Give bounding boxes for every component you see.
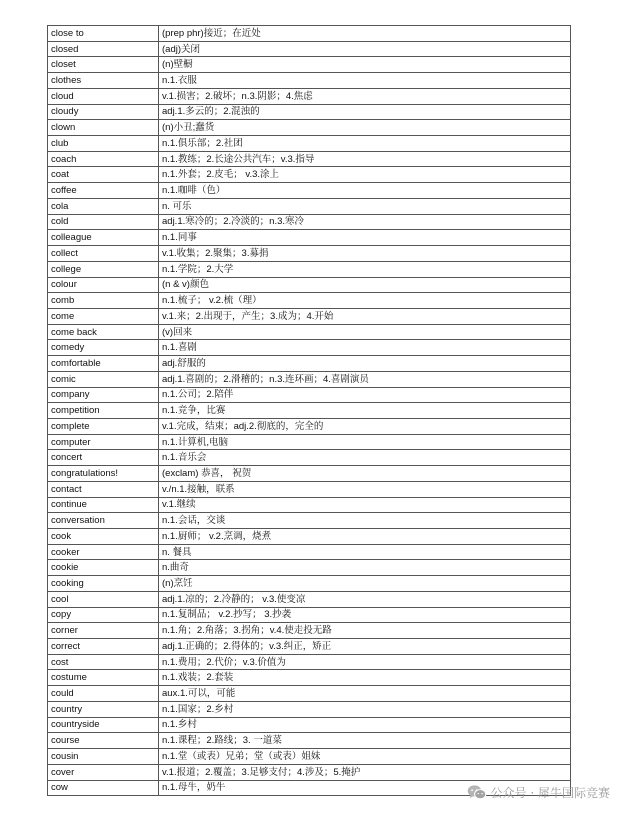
table-row — [48, 513, 571, 529]
meaning-cell: v.1.损害；2.破坏；n.3.阴影；4.焦虑 — [159, 88, 571, 104]
word-cell: countryside — [48, 717, 159, 733]
word-cell: cool — [48, 591, 159, 607]
meaning-cell: v.1.收集；2.聚集；3.募捐 — [159, 246, 571, 262]
table-row — [48, 654, 571, 670]
word-cell: coat — [48, 167, 159, 183]
meaning-cell: n.1.乡村 — [159, 717, 571, 733]
table-row — [48, 544, 571, 560]
table-row — [48, 749, 571, 765]
meaning-cell: n.1.喜剧 — [159, 340, 571, 356]
table-row — [48, 591, 571, 607]
word-cell: conversation — [48, 513, 159, 529]
meaning-cell: n.1.俱乐部；2.社团 — [159, 136, 571, 152]
meaning-cell: n.曲奇 — [159, 560, 571, 576]
table-row — [48, 371, 571, 387]
word-cell: copy — [48, 607, 159, 623]
meaning-cell: v.1.完成，结束；adj.2.彻底的，完全的 — [159, 418, 571, 434]
table-row — [48, 529, 571, 545]
word-cell: comic — [48, 371, 159, 387]
meaning-cell: n.1.会话，交谈 — [159, 513, 571, 529]
table-row — [48, 387, 571, 403]
table-row — [48, 167, 571, 183]
table-row — [48, 403, 571, 419]
table-row — [48, 450, 571, 466]
word-cell: closet — [48, 57, 159, 73]
table-row — [48, 607, 571, 623]
word-cell: cloud — [48, 88, 159, 104]
meaning-cell: n.1.戏装；2.套装 — [159, 670, 571, 686]
word-cell: contact — [48, 481, 159, 497]
meaning-cell: n.1.角；2.角落；3.拐角；v.4.使走投无路 — [159, 623, 571, 639]
meaning-cell: aux.1.可以，可能 — [159, 686, 571, 702]
meaning-cell: adj.1.凉的；2.冷静的； v.3.使变凉 — [159, 591, 571, 607]
meaning-cell: n.1.教练；2.长途公共汽车；v.3.指导 — [159, 151, 571, 167]
table-row — [48, 576, 571, 592]
table-row — [48, 497, 571, 513]
word-cell: comb — [48, 293, 159, 309]
meaning-cell: (n)壁橱 — [159, 57, 571, 73]
word-cell: clothes — [48, 73, 159, 89]
word-cell: cost — [48, 654, 159, 670]
word-cell: could — [48, 686, 159, 702]
word-cell: cooker — [48, 544, 159, 560]
meaning-cell: n.1.费用；2.代价；v.3.价值为 — [159, 654, 571, 670]
word-cell: continue — [48, 497, 159, 513]
table-row — [48, 717, 571, 733]
wechat-icon — [467, 784, 487, 801]
table-row — [48, 324, 571, 340]
word-cell: cook — [48, 529, 159, 545]
table-row — [48, 246, 571, 262]
meaning-cell: n.1.音乐会 — [159, 450, 571, 466]
word-cell: country — [48, 701, 159, 717]
word-cell: coach — [48, 151, 159, 167]
table-row — [48, 670, 571, 686]
word-cell: course — [48, 733, 159, 749]
word-cell: cow — [48, 780, 159, 796]
table-row — [48, 57, 571, 73]
table-row — [48, 356, 571, 372]
meaning-cell: adj.1.喜剧的；2.滑稽的；n.3.连环画；4.喜剧演员 — [159, 371, 571, 387]
meaning-cell: n.1.外套；2.皮毛； v.3.涂上 — [159, 167, 571, 183]
table-row — [48, 434, 571, 450]
word-cell: colour — [48, 277, 159, 293]
meaning-cell: n.1.竞争，比赛 — [159, 403, 571, 419]
watermark — [467, 784, 610, 801]
meaning-cell: (prep phr)接近；在近处 — [159, 26, 571, 42]
meaning-cell: n.1.咖啡（色） — [159, 183, 571, 199]
meaning-cell: n. 餐具 — [159, 544, 571, 560]
word-cell: correct — [48, 639, 159, 655]
word-cell: company — [48, 387, 159, 403]
table-row — [48, 261, 571, 277]
word-cell: corner — [48, 623, 159, 639]
word-cell: come — [48, 308, 159, 324]
word-cell: costume — [48, 670, 159, 686]
word-cell: comedy — [48, 340, 159, 356]
word-cell: complete — [48, 418, 159, 434]
word-cell: clown — [48, 120, 159, 136]
meaning-cell: (n)小丑;蠢货 — [159, 120, 571, 136]
table-row — [48, 418, 571, 434]
word-cell: cooking — [48, 576, 159, 592]
meaning-cell: (adj)关闭 — [159, 41, 571, 57]
meaning-cell: v./n.1.接触，联系 — [159, 481, 571, 497]
meaning-cell: n.1.衣服 — [159, 73, 571, 89]
meaning-cell: (n)烹饪 — [159, 576, 571, 592]
meaning-cell: adj.1.正确的；2.得体的；v.3.纠正，矫正 — [159, 639, 571, 655]
table-row — [48, 73, 571, 89]
table-row — [48, 466, 571, 482]
table-row — [48, 764, 571, 780]
table-row — [48, 136, 571, 152]
table-row — [48, 560, 571, 576]
meaning-cell: (exclam) 恭喜， 祝贺 — [159, 466, 571, 482]
word-cell: computer — [48, 434, 159, 450]
table-row — [48, 481, 571, 497]
word-cell: cloudy — [48, 104, 159, 120]
vocabulary-table-body — [48, 26, 571, 796]
table-row — [48, 293, 571, 309]
meaning-cell: (v)回来 — [159, 324, 571, 340]
meaning-cell: (n & v)颜色 — [159, 277, 571, 293]
meaning-cell: n.1.母牛，奶牛 — [159, 780, 571, 796]
table-row — [48, 701, 571, 717]
meaning-cell: n.1.梳子； v.2.梳（理） — [159, 293, 571, 309]
word-cell: cold — [48, 214, 159, 230]
meaning-cell: n.1.公司；2.陪伴 — [159, 387, 571, 403]
table-row — [48, 230, 571, 246]
word-cell: cola — [48, 198, 159, 214]
table-row — [48, 214, 571, 230]
meaning-cell: n.1.学院；2.大学 — [159, 261, 571, 277]
meaning-cell: adj.1.多云的；2.混浊的 — [159, 104, 571, 120]
meaning-cell: adj.舒服的 — [159, 356, 571, 372]
word-cell: come back — [48, 324, 159, 340]
table-row — [48, 151, 571, 167]
table-row — [48, 733, 571, 749]
word-cell: coffee — [48, 183, 159, 199]
meaning-cell: n.1.堂（或表）兄弟；堂（或表）姐妹 — [159, 749, 571, 765]
word-cell: close to — [48, 26, 159, 42]
watermark-text: 公众号 · 犀牛国际竞赛 — [490, 786, 610, 800]
table-row — [48, 198, 571, 214]
table-row — [48, 183, 571, 199]
meaning-cell: n. 可乐 — [159, 198, 571, 214]
word-cell: closed — [48, 41, 159, 57]
word-cell: congratulations! — [48, 466, 159, 482]
meaning-cell: n.1.厨师； v.2.烹调，烧煮 — [159, 529, 571, 545]
meaning-cell: v.1.来；2.出现于，产生；3.成为；4.开始 — [159, 308, 571, 324]
meaning-cell: adj.1.寒冷的；2.冷淡的；n.3.寒冷 — [159, 214, 571, 230]
table-row — [48, 104, 571, 120]
table-row — [48, 623, 571, 639]
word-cell: colleague — [48, 230, 159, 246]
meaning-cell: v.1.继续 — [159, 497, 571, 513]
table-row — [48, 120, 571, 136]
table-row — [48, 308, 571, 324]
table-row — [48, 41, 571, 57]
word-cell: cousin — [48, 749, 159, 765]
table-row — [48, 686, 571, 702]
word-cell: comfortable — [48, 356, 159, 372]
table-row — [48, 277, 571, 293]
meaning-cell: v.1.报道；2.覆盖；3.足够支付；4.涉及；5.掩护 — [159, 764, 571, 780]
meaning-cell: n.1.国家；2.乡村 — [159, 701, 571, 717]
table-row — [48, 26, 571, 42]
word-cell: club — [48, 136, 159, 152]
word-cell: competition — [48, 403, 159, 419]
word-cell: cookie — [48, 560, 159, 576]
vocabulary-table — [47, 25, 571, 796]
word-cell: college — [48, 261, 159, 277]
word-cell: collect — [48, 246, 159, 262]
table-row — [48, 88, 571, 104]
meaning-cell: n.1.同事 — [159, 230, 571, 246]
word-cell: cover — [48, 764, 159, 780]
meaning-cell: n.1.复制品； v.2.抄写； 3.抄袭 — [159, 607, 571, 623]
meaning-cell: n.1.课程；2.路线；3. 一道菜 — [159, 733, 571, 749]
meaning-cell: n.1.计算机,电脑 — [159, 434, 571, 450]
table-row — [48, 340, 571, 356]
word-cell: concert — [48, 450, 159, 466]
table-row — [48, 639, 571, 655]
